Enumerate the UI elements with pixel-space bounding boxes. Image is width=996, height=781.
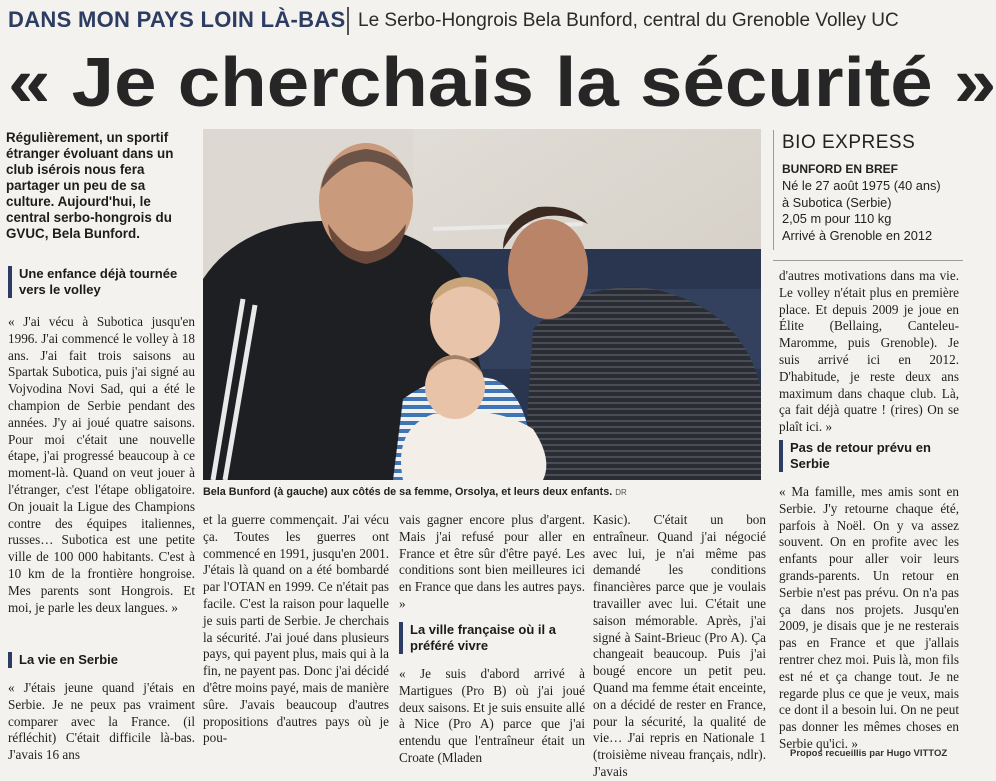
bio-fact-size: 2,05 m pour 110 kg bbox=[782, 211, 892, 226]
article-headline: « Je cherchais la sécurité » bbox=[8, 43, 996, 121]
bio-fact-birth: Né le 27 août 1975 (40 ans) bbox=[782, 178, 941, 193]
byline: Propos recueillis par Hugo VITTOZ bbox=[790, 748, 948, 759]
bio-facts bbox=[782, 178, 941, 244]
column-3-text: vais gagner encore plus d'argent. Mais j'ai refusé pour aller en France et être sûr d'être payé. Les conditions sont bien meilleures ici en France que dans les autres pays. » bbox=[399, 512, 585, 611]
column-2-text: et la guerre commençait. J'ai vécu ça. Toutes les guerres ont commencé en 1991, jusqu'en 2001. J'étais là quand on a été bombardé par l'OTAN en 1999. Ce n'était pas facile. C'est la raison pour laquelle je suis parti de Serbie. Je cherchais la sécurité. J'ai joué dans plusieurs pays, qui payent plus, mais qui à la fin, ne payent pas. Donc j'ai décidé d'être moins payé, mais de manière sûre. J'avais beaucoup d'autres propositions d'autres pays où je pou- bbox=[203, 512, 389, 746]
section-heading-childhood: Une enfance déjà tournée vers le volley bbox=[8, 266, 195, 298]
bio-subtitle: BUNFORD EN BREF bbox=[782, 162, 898, 176]
photo-caption bbox=[203, 486, 763, 498]
section-kicker: DANS MON PAYS LOIN LÀ-BAS bbox=[8, 7, 346, 32]
kicker-divider bbox=[347, 7, 349, 35]
column-5-text: d'autres motivations dans ma vie. Le volley n'était plus en première place. Et depuis 2009 je joue en Élite (Bellaing, Canteleu-Maromme, puis Grenoble). Je suis arrivé ici en 2012. D'habitude, je reste deux ans maximum dans chaque club. Là, ça fait déjà quatre ! (rires) On se plaît ici. » bbox=[779, 268, 959, 435]
photo-credit: DR bbox=[615, 488, 627, 497]
section-heading-french-city: La ville française où il a préféré vivre bbox=[399, 622, 586, 654]
column-4-text: Kasic). C'était un bon entraîneur. Quand j'ai négocié avec lui, je n'ai même pas demandé les conditions financières parce que je voulais travailler avec lui. C'était une saison mémorable. Après, j'ai signé à Saint-Brieuc (Pro A). Ça changeait beaucoup. Puis j'ai bougé encore un petit peu. Quand ma femme était enceinte, on a décidé de rester en France, pour la sécurité, la qualité de vie… J'ai repris en Nationale 1 (troisième niveau français, ndlr). J'avais bbox=[593, 512, 766, 779]
bio-fact-birthplace: à Subotica (Serbie) bbox=[782, 194, 892, 210]
bio-bottom-rule bbox=[773, 260, 963, 261]
section-heading-no-return: Pas de retour prévu en Serbie bbox=[779, 440, 960, 472]
article-subtitle: Le Serbo-Hongrois Bela Bunford, central du Grenoble Volley UC bbox=[358, 10, 899, 31]
section-heading-life-in-serbia: La vie en Serbie bbox=[8, 652, 195, 668]
intro-paragraph: Régulièrement, un sportif étranger évoluant dans un club isérois nous fera partager un peu de sa culture. Aujourd'hui, le central serbo-hongrois du GVUC, Bela Bunford. bbox=[6, 130, 174, 241]
column-5-text-b: « Ma famille, mes amis sont en Serbie. J'y retourne chaque été, parfois à Noël. On y va assez souvent. On en profite avec les enfants pour aller voir leurs grands-parents. Un retour en Serbie n'est pas prévu. On n'a pas ça dans nos projets. Jusqu'en 2009, je disais que je ne resterais pas en France et que j'allais rentrer chez moi. Puis là, mon fils est né et ça change tout. Je ne regarde plus ce que je veux, mais ce dont il a besoin lui. On ne peut pas donner les mêmes choses en Serbie qu'ici. » bbox=[779, 484, 959, 751]
column-3-text-b: « Je suis d'abord arrivé à Martigues (Pro B) où j'ai joué deux saisons. Et je suis ensuite allé à Nice (Pro A) parce que j'ai entendu que l'entraîneur était un Croate (Mladen bbox=[399, 666, 585, 765]
family-photo bbox=[203, 129, 761, 480]
bio-title: BIO EXPRESS bbox=[782, 132, 916, 153]
bio-fact-arrival: Arrivé à Grenoble en 2012 bbox=[782, 227, 933, 243]
bio-divider bbox=[773, 130, 774, 250]
family-photo-illustration bbox=[203, 129, 761, 480]
column-1-text-b: « J'étais jeune quand j'étais en Serbie. Je ne peux pas vraiment comparer avec la France. (il réfléchit) C'était difficile là-bas. J'avais 16 ans bbox=[8, 680, 195, 763]
photo-caption-text: Bela Bunford (à gauche) aux côtés de sa femme, Orsolya, et leurs deux enfants. bbox=[203, 486, 613, 498]
column-1-text: « J'ai vécu à Subotica jusqu'en 1996. J'ai commencé le volley à 18 ans. J'ai fait trois saisons au Spartak Subotica, puis j'ai signé au Vojvodina Novi Sad, qui a été le champion de Serbie pendant des années. J'y ai joué quatre saisons. Pour moi c'était une nouvelle étape, j'ai progressé beaucoup à ce moment-là. Quand on veut jouer à l'étranger, c'est l'étape obligatoire. On jouait la Ligue des Champions contre des équipes italiennes, russes… Subotica est une petite ville de 100 000 habitants. C'est à 10 km de la frontière hongroise. Mes parents sont Hongrois. Et moi, je parle les deux langues. » bbox=[8, 314, 195, 615]
